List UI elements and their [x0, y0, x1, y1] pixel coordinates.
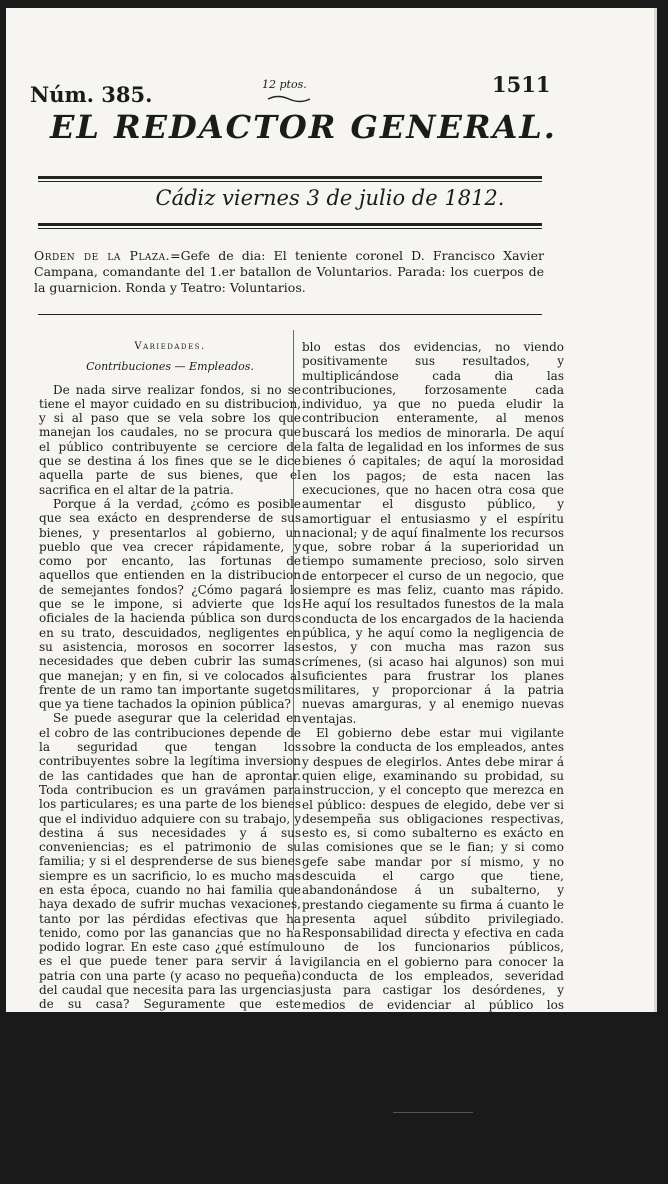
pages-note: 12 ptos. [262, 78, 307, 91]
rule-thin-top [38, 181, 542, 182]
column-right [302, 340, 564, 1184]
issue-number: Núm. 385. [30, 82, 153, 107]
gaceta-title: Gaceta de la Regencia del 2. [316, 1141, 528, 1156]
ornament-swash [266, 94, 312, 104]
section-heading-variedades: Variedades. [134, 341, 206, 352]
gaceta-text: — El gobierno británico, en virtud de nota pasada por el em- [302, 1141, 564, 1184]
orden-label: Orden de la Plaza. [34, 248, 171, 263]
rule-thick-mid [38, 223, 542, 226]
paragraph [302, 1141, 564, 1184]
source-citation: (Correo de la Coruña.) [302, 1069, 564, 1098]
newspaper-page [6, 8, 657, 1184]
column-left [39, 340, 301, 1140]
masthead-title: EL REDACTOR GENERAL. [50, 108, 557, 146]
page-folio: 1511 [492, 72, 551, 97]
paragraph: Porque á la verdad, ¿cómo es posible que sea exácto en desprenderse de sus bienes, y presentarlos al gobierno, un pueblo que vea crecer rápidamente, y como por encanto, las fortunas de aquellos que entienden en la distribucion de semejantes fondos? ¿Cómo pagará lo que se le impone, si advierte que los oficiales de la hacienda pública son duros en su trato, descuidados, negligentes en su asistencia, morosos en socorrer las necesidades que deben cubrir las sumas que manejan; y en fin, si ve colocados al frente de un ramo tan importante sugetos que ya tiene tachados la opinion pública? [39, 496, 301, 712]
paragraph [302, 726, 564, 1098]
article-subtitle: Contribuciones — Empleados. [86, 360, 254, 374]
rule-thick-top [38, 176, 542, 179]
orden-text: =Gefe de dia: El teniente coronel D. Francisco Xavier Campana, comandante del 1.er batallon de Voluntarios. Parada: los cuerpos de la guarnicion. Ronda y Teatro: Voluntarios. [34, 248, 544, 295]
date-line: Cádiz viernes 3 de julio de 1812. [155, 186, 505, 210]
orden-de-la-plaza [34, 248, 544, 296]
paragraph: Se puede asegurar que la celeridad en el cobro de las contribuciones depende de la seguridad que tengan los contribuyentes sobre la legítima inversion de las cantidades que han de aprontar. Toda contribucion es un gravámen para los particulares; es una parte de los bienes que el individuo adquiere con su trabajo, y destina á sus necesidades y á sus conveniencias; es el patrimonio de su familia; y si el desprenderse de sus bienes siempre es un sacrificio, lo es mucho mas en esta época, cuando no hai familia que haya dexado de sufrir muchas vexaciones, tanto por las pérdidas efectivas que ha tenido, como por las ganancias que no ha podido lograr. En este caso ¿qué estímulo es el que puede tener para servir á la patria con una parte (y acaso no pequeña) del caudal que necesita para las urgencias de su casa? Seguramente que este estímulo no puede ser otro que la evidencia de que la necesidad de la patria, y el interes general, en que se comprehende el particular de cada individuo, exigen los mayores sacrificios; y la evidencia tambien de que estos fondos no se destinan á enriquecer individuos, sino á libertar la patria. No teniendo el pue- [39, 711, 301, 1141]
rule-section [38, 314, 542, 315]
section-heading-impresos: Impresos. [403, 1121, 463, 1133]
paragraph-text: El gobierno debe estar mui vigilante sobre la conducta de los empleados, antes y despues de elegirlos. Antes debe mirar á quien elige, examinando su probidad, su instruccion, y el concepto que merezca en el público: despues de elegido, debe ver si desempeña sus obligaciones respectivas, esto es, si como subalterno es exácto en las comisiones que se le fian; y si como gefe sabe mandar por sí mismo, y no descuida el cargo que tiene, abandonándose á un subalterno, y prestando ciegamente su firma á cuanto le presenta aquel súbdito privilegiado. Responsabilidad directa y efectiva en cada uno de los funcionarios públicos, vigilancia en el gobierno para conocer la conducta de los empleados, severidad justa para castigar los desórdenes, y medios de evidenciar al público los resultados de sus sacrificios: he aquí el verdadero método de realizar las contribuciones, y he aquí la magia que hará desaparecer las dificultades, y sabrá producir los caudales necesarios. [302, 726, 564, 1084]
rule-thin-mid [38, 228, 542, 229]
paragraph: De nada sirve realizar fondos, si no se tiene el mayor cuidado en su distribucion, y si al paso que se vela sobre los que manejan los caudales, no se procura que el público contribuyente se cerciore de que se destina á los fines que se le dice aquella parte de sus bienes, que el sacrifica en el altar de la patria. [39, 382, 301, 497]
section-divider [393, 1112, 473, 1113]
paragraph: blo estas dos evidencias, no viendo positivamente sus resultados, y multiplicándose cada dia las contribuciones, forzosamente cada individuo, ya que no pueda eludir la contribucion enteramente, al menos buscará los medios de minorarla. De aquí la falta de legalidad en los informes de sus bienes ó capitales; de aquí la morosidad en los pagos; de esta nacen las execuciones, que no hacen otra cosa que aumentar el disgusto público, y amortiguar el entusiasmo y el espíritu nacional; y de aquí finalmente los recursos que, sobre robar á la superioridad un tiempo sumamente precioso, solo sirven de entorpecer el curso de un negocio, que siempre es mas feliz, cuanto mas rápido. He aquí los resultados funestos de la mala conducta de los encargados de la hacienda pública, y he aquí como la negligencia de estos, y con mucha mas razon sus crímenes, (si acaso hai algunos) son mui suficientes para frustrar los planes militares, y proporcionar á la patria nuevas amarguras, y al enemigo nuevas ventajas. [302, 340, 564, 726]
